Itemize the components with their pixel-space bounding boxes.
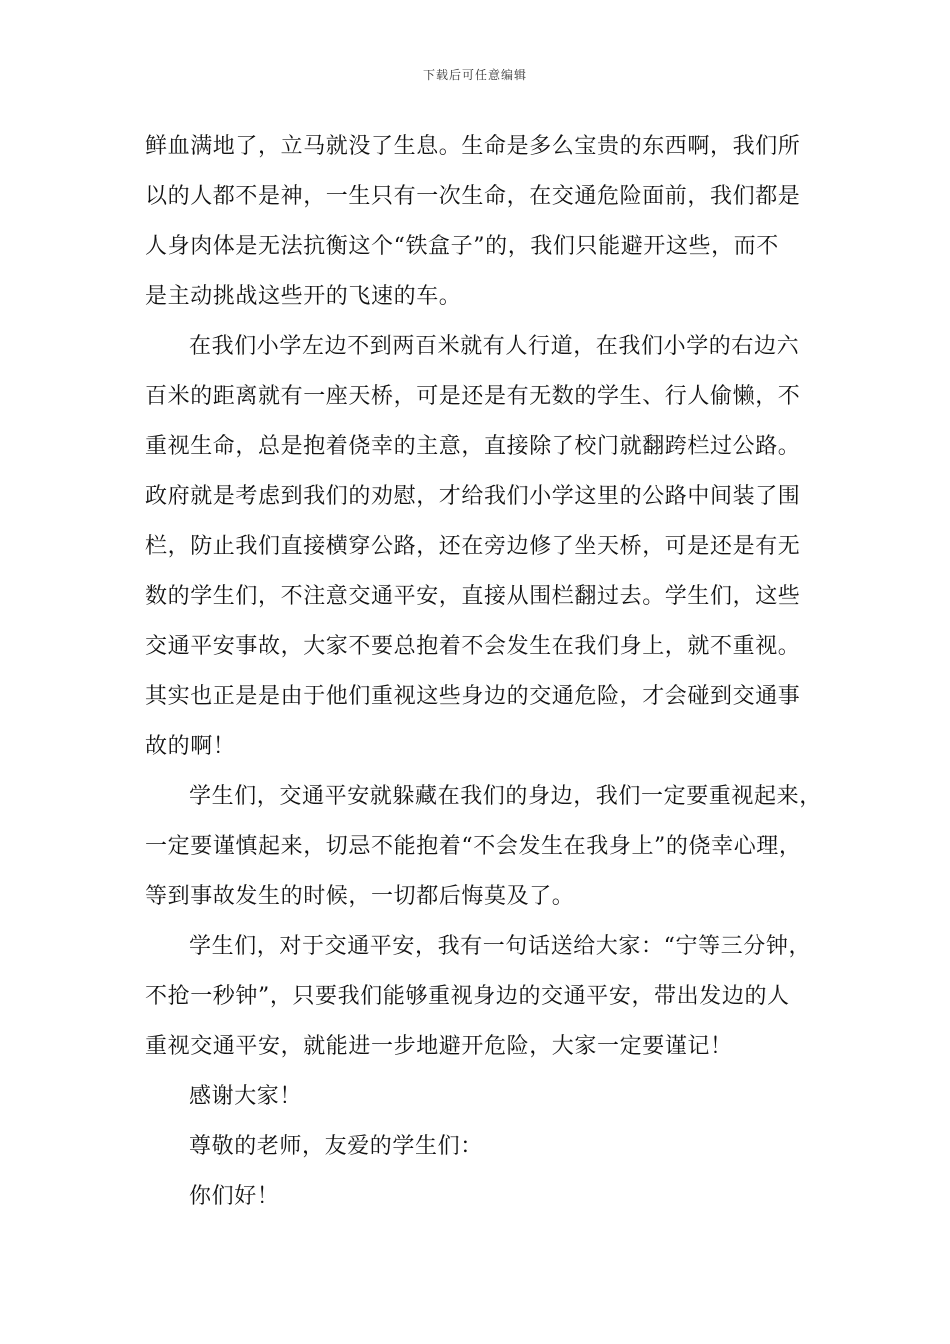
text-line: 你们好！ (189, 1184, 280, 1209)
text-line: 鲜血满地了，立马就没了生息。生命是多么宝贵的东西啊，我们所 (145, 134, 801, 159)
text-line: 人身肉体是无法抗衡这个“铁盒子”的，我们只能避开这些，而不 (145, 234, 779, 259)
text-line: 不抢一秒钟”，只要我们能够重视身边的交通平安，带出发边的人 (145, 984, 790, 1009)
paragraph (145, 1172, 805, 1222)
text-line: 政府就是考虑到我们的劝慰，才给我们小学这里的公路中间装了围 (145, 484, 801, 509)
paragraph (145, 322, 805, 772)
text-line: 故的啊！ (145, 734, 236, 759)
document-body (145, 122, 822, 1222)
text-line: 感谢大家！ (189, 1084, 303, 1109)
text-line: 交通平安事故，大家不要总抱着不会发生在我们身上，就不重视。 (145, 634, 801, 659)
paragraph (145, 772, 822, 922)
paragraph (145, 922, 812, 1072)
text-line: 数的学生们，不注意交通平安，直接从围栏翻过去。学生们，这些 (145, 584, 801, 609)
text-line: 等到事故发生的时候，一切都后悔莫及了。 (145, 884, 575, 909)
text-line: 以的人都不是神，一生只有一次生命，在交通危险面前，我们都是 (145, 184, 801, 209)
text-line: 学生们，对于交通平安，我有一句话送给大家：“宁等三分钟， (189, 934, 812, 959)
text-line: 尊敬的老师，友爱的学生们： (189, 1134, 483, 1159)
page-header: 下载后可任意编辑 (422, 68, 527, 82)
paragraph (145, 1072, 805, 1122)
text-line: 栏，防止我们直接横穿公路，还在旁边修了坐天桥，可是还是有无 (145, 534, 801, 559)
text-line: 是主动挑战这些开的飞速的车。 (145, 284, 462, 309)
text-line: 重视生命，总是抱着侥幸的主意，直接除了校门就翻跨栏过公路。 (145, 434, 801, 459)
paragraph (145, 122, 805, 322)
paragraph (145, 1122, 805, 1172)
text-line: 一定要谨慎起来，切忌不能抱着“不会发生在我身上”的侥幸心理， (145, 834, 802, 859)
text-line: 学生们，交通平安就躲藏在我们的身边，我们一定要重视起来， (189, 784, 822, 809)
text-line: 其实也正是是由于他们重视这些身边的交通危险，才会碰到交通事 (145, 684, 801, 709)
text-line: 在我们小学左边不到两百米就有人行道，在我们小学的右边六 (189, 334, 800, 359)
text-line: 重视交通平安，就能进一步地避开危险，大家一定要谨记！ (145, 1034, 733, 1059)
text-line: 百米的距离就有一座天桥，可是还是有无数的学生、行人偷懒，不 (145, 384, 801, 409)
